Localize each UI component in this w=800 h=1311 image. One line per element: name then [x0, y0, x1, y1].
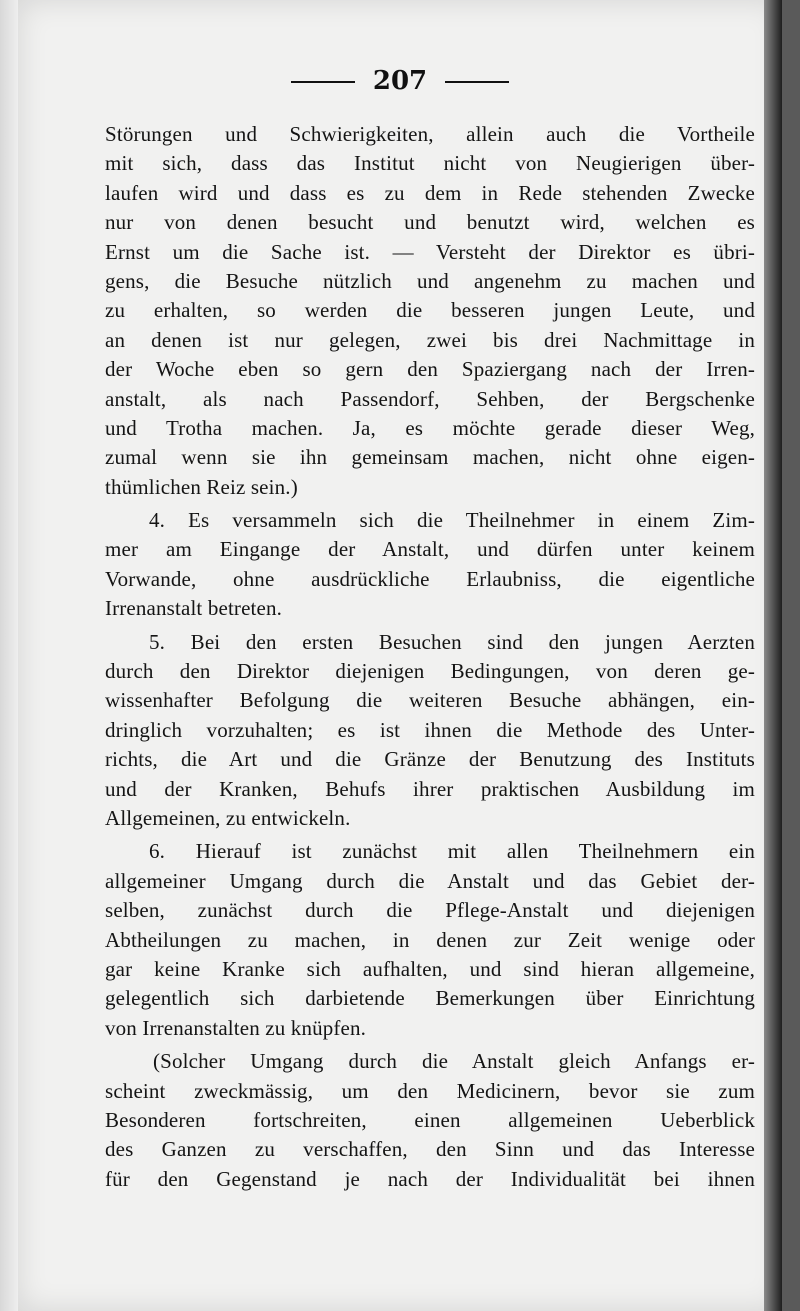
- text-line: an denen ist nur gelegen, zwei bis drei Nachmittage in: [105, 327, 755, 352]
- text-line: anstalt, als nach Passendorf, Sehben, der Bergschenke: [105, 386, 755, 411]
- text-line: mer am Eingange der Anstalt, und dürfen unter keinem: [105, 537, 755, 562]
- text-line: selben, zunächst durch die Pflege-Anstalt und diejenigen: [105, 898, 755, 923]
- paragraph-5-start: 5. Bei den ersten Besuchen sind den jungen Aerzten: [149, 629, 755, 654]
- header-rule-right: [445, 81, 509, 83]
- text-line: für den Gegenstand je nach der Individualität bei ihnen: [105, 1166, 755, 1191]
- page-edge-shadow: [764, 0, 782, 1311]
- header-rule-left: [291, 81, 355, 83]
- text-line: und der Kranken, Behufs ihrer praktischen Ausbildung im: [105, 776, 755, 801]
- page-header: [18, 66, 782, 96]
- text-line: durch den Direktor diejenigen Bedingungen, von deren ge-: [105, 659, 755, 684]
- text-line: gelegentlich sich darbietende Bemerkungen über Einrichtung: [105, 986, 755, 1011]
- body-text: [105, 120, 755, 1194]
- text-line: des Ganzen zu verschaffen, den Sinn und das Interesse: [105, 1137, 755, 1162]
- text-line: zumal wenn sie ihn gemeinsam machen, nicht ohne eigen-: [105, 445, 755, 470]
- paragraph-note-start: (Solcher Umgang durch die Anstalt gleich Anfangs er-: [153, 1049, 755, 1074]
- text-line: Abtheilungen zu machen, in denen zur Zeit wenige oder: [105, 927, 755, 952]
- text-line: wissenhafter Befolgung die weiteren Besuche abhängen, ein-: [105, 688, 755, 713]
- text-line: gar keine Kranke sich aufhalten, und sind hieran allgemeine,: [105, 956, 755, 981]
- text-line: Besonderen fortschreiten, einen allgemeinen Ueberblick: [105, 1107, 755, 1132]
- text-line: scheint zweckmässig, um den Medicinern, bevor sie zum: [105, 1078, 755, 1103]
- page-edge-left: [0, 0, 18, 1311]
- text-line: Vorwande, ohne ausdrückliche Erlaubniss, die eigentliche: [105, 566, 755, 591]
- text-line: Störungen und Schwierigkeiten, allein auch die Vortheile: [105, 122, 755, 146]
- text-line: allgemeiner Umgang durch die Anstalt und das Gebiet der-: [105, 868, 755, 893]
- text-line: richts, die Art und die Gränze der Benutzung des Instituts: [105, 747, 755, 772]
- text-line: thümlichen Reiz sein.): [105, 474, 298, 499]
- page-number: 207: [372, 66, 428, 96]
- text-line: Irrenanstalt betreten.: [105, 596, 283, 621]
- text-line: mit sich, dass das Institut nicht von Neugierigen über-: [105, 151, 755, 176]
- paragraph-6-start: 6. Hierauf ist zunächst mit allen Theilnehmern ein: [149, 839, 755, 864]
- text-line: dringlich vorzuhalten; es ist ihnen die Methode des Unter-: [105, 717, 755, 742]
- text-line: Allgemeinen, zu entwickeln.: [105, 805, 351, 830]
- text-line: zu erhalten, so werden die besseren jungen Leute, und: [105, 298, 755, 323]
- text-line: laufen wird und dass es zu dem in Rede stehenden Zwecke: [105, 180, 755, 205]
- text-line: von Irrenanstalten zu knüpfen.: [105, 1015, 367, 1040]
- text-line: und Trotha machen. Ja, es möchte gerade dieser Weg,: [105, 415, 755, 440]
- text-line: gens, die Besuche nützlich und angenehm zu machen und: [105, 268, 755, 293]
- paragraph-4-start: 4. Es versammeln sich die Theilnehmer in einem Zim-: [149, 508, 755, 533]
- text-line: der Woche eben so gern den Spaziergang nach der Irren-: [105, 357, 755, 382]
- book-page: [18, 0, 782, 1311]
- text-line: Ernst um die Sache ist. — Versteht der Direktor es übri-: [105, 239, 755, 264]
- text-line: nur von denen besucht und benutzt wird, welchen es: [105, 210, 755, 235]
